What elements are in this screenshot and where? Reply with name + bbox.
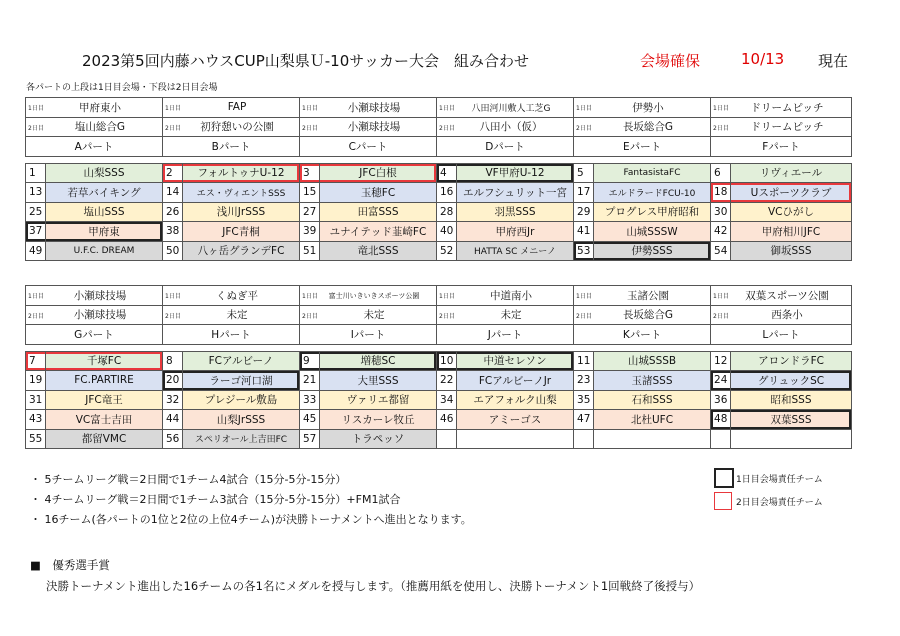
- day-tag: 1日目: [576, 293, 592, 300]
- seed-number: 43: [26, 410, 46, 430]
- team-name: 若草バイキング: [46, 183, 163, 203]
- seed-number: 15: [300, 183, 320, 203]
- team-name: 山梨SSS: [46, 163, 163, 183]
- day-tag: 1日目: [713, 293, 729, 300]
- team-name: JFC白根: [320, 163, 437, 183]
- venue-name: 未定: [363, 309, 385, 322]
- seed-number: [711, 429, 731, 449]
- day-tag: 2日目: [576, 312, 592, 320]
- team-name: JFC竜王: [46, 390, 163, 410]
- venue-cell: [300, 286, 437, 306]
- award-heading: ■ 優秀選手賞: [30, 558, 110, 572]
- team-name: プログレス甲府昭和: [594, 202, 711, 222]
- team-name: 甲府東: [46, 222, 163, 242]
- team-name: 昭和SSS: [731, 390, 852, 410]
- seed-number: 36: [711, 390, 731, 410]
- venue-cell: [26, 98, 163, 118]
- seed-number: 50: [163, 241, 183, 261]
- legend-day1-label: 1日目会場責任チーム: [736, 475, 823, 485]
- team-name: VCひがし: [731, 202, 852, 222]
- day-tag: 2日目: [165, 312, 181, 320]
- part-label: Hパート: [163, 325, 300, 345]
- team-name: リヴィエール: [731, 163, 852, 183]
- venue-cell: [300, 98, 437, 118]
- day-tag: 1日目: [28, 105, 44, 112]
- team-name: フォルトゥナU-12: [183, 163, 300, 183]
- day2-venue-row: [26, 305, 852, 325]
- seed-number: 48: [711, 410, 731, 430]
- as-of-label: 現在: [818, 52, 849, 70]
- seed-number: [437, 429, 457, 449]
- seed-number: 19: [26, 371, 46, 391]
- seed-number: 10: [437, 351, 457, 371]
- seed-number: 53: [574, 241, 594, 261]
- team-name: ヴァリエ都留: [320, 390, 437, 410]
- seed-number: 27: [300, 202, 320, 222]
- seed-number: 16: [437, 183, 457, 203]
- venue-cell: [300, 305, 437, 325]
- venue-cell: [711, 98, 852, 118]
- seed-number: 56: [163, 429, 183, 449]
- seed-number: 12: [711, 351, 731, 371]
- seed-number: 24: [711, 371, 731, 391]
- venue-name: ドリームピッチ: [750, 101, 824, 114]
- seed-number: 28: [437, 202, 457, 222]
- seed-number: [574, 429, 594, 449]
- seed-number: 26: [163, 202, 183, 222]
- seed-number: 21: [300, 371, 320, 391]
- team-name: [594, 429, 711, 449]
- seed-number: 32: [163, 390, 183, 410]
- venue-name: 未定: [500, 309, 522, 322]
- seed-number: 29: [574, 202, 594, 222]
- team-name: 山城SSSB: [594, 351, 711, 371]
- seed-number: 3: [300, 163, 320, 183]
- venue-cell: [574, 286, 711, 306]
- seed-number: 49: [26, 241, 46, 261]
- team-name: エアフォルク山梨: [457, 390, 574, 410]
- team-name: エルドラードFCU-10: [594, 183, 711, 203]
- team-row: [26, 163, 852, 183]
- venue-name: 初狩憩いの公園: [200, 121, 274, 134]
- venue-cell: [26, 305, 163, 325]
- venue-cell: [437, 98, 574, 118]
- team-row: [26, 241, 852, 261]
- team-name: FantasistaFC: [594, 163, 711, 183]
- team-name: ユナイテッド韮崎FC: [320, 222, 437, 242]
- seed-number: 4: [437, 163, 457, 183]
- seed-number: 14: [163, 183, 183, 203]
- team-name: アロンドラFC: [731, 351, 852, 371]
- team-name: リスカーレ牧丘: [320, 410, 437, 430]
- seed-number: 7: [26, 351, 46, 371]
- award-body: 決勝トーナメント進出した16チームの各1名にメダルを授与します。（推薦用紙を使用し、決勝トーナメント1回戦終了後授与）: [46, 579, 701, 593]
- seed-number: 23: [574, 371, 594, 391]
- team-name: U.F.C. DREAM: [46, 241, 163, 261]
- team-name: Uスポーツクラブ: [731, 183, 852, 203]
- team-name: FC.PARTIRE: [46, 371, 163, 391]
- venue-name: 塩山総合G: [74, 121, 126, 134]
- seed-number: 13: [26, 183, 46, 203]
- venue-cell: [437, 286, 574, 306]
- seed-number: 11: [574, 351, 594, 371]
- team-name: 山城SSSW: [594, 222, 711, 242]
- day-tag: 2日目: [302, 124, 318, 132]
- team-name: [457, 429, 574, 449]
- venue-name: 玉諸公園: [627, 289, 670, 302]
- day-tag: 2日目: [713, 312, 729, 320]
- team-name: HATTA SC メニーノ: [457, 241, 574, 261]
- seed-number: 37: [26, 222, 46, 242]
- venue-name: 双葉スポーツ公園: [745, 289, 829, 302]
- part-label: Cパート: [300, 137, 437, 157]
- seed-number: 2: [163, 163, 183, 183]
- part-label: Aパート: [26, 137, 163, 157]
- part-label: Jパート: [437, 325, 574, 345]
- venue-cell: [574, 305, 711, 325]
- group-table-g-l: [25, 285, 852, 449]
- team-name: 中道セレソン: [457, 351, 574, 371]
- part-label: Kパート: [574, 325, 711, 345]
- part-label: Gパート: [26, 325, 163, 345]
- seed-number: 30: [711, 202, 731, 222]
- seed-number: 47: [574, 410, 594, 430]
- venue-name: 伊勢小: [632, 101, 664, 114]
- part-label: Fパート: [711, 137, 852, 157]
- venue-cell: [26, 117, 163, 137]
- seed-number: 8: [163, 351, 183, 371]
- team-row: [26, 202, 852, 222]
- venue-cell: [574, 117, 711, 137]
- venue-cell: [163, 305, 300, 325]
- seed-number: 40: [437, 222, 457, 242]
- part-label-row: [26, 325, 852, 345]
- team-name: ラーゴ河口湖: [183, 371, 300, 391]
- page-header: [0, 50, 900, 70]
- team-name: グリュックSC: [731, 371, 852, 391]
- venue-cell: [300, 117, 437, 137]
- day-tag: 1日目: [713, 105, 729, 112]
- team-name: 千塚FC: [46, 351, 163, 371]
- venue-cell: [711, 305, 852, 325]
- rule-item: ・ 16チーム(各パートの1位と2位の上位4チーム)が決勝トーナメントへ進出となります。: [30, 513, 472, 526]
- seed-number: 18: [711, 183, 731, 203]
- seed-number: 42: [711, 222, 731, 242]
- team-name: VF甲府U-12: [457, 163, 574, 183]
- venue-name: 八田河川敷人工芝G: [471, 103, 551, 114]
- team-name: 北杜UFC: [594, 410, 711, 430]
- team-name: 甲府西Jr: [457, 222, 574, 242]
- team-name: 八ヶ岳グランデFC: [183, 241, 300, 261]
- team-name: 玉諸SSS: [594, 371, 711, 391]
- venue-name: ドリームピッチ: [750, 121, 824, 134]
- venue-name: 富士川いきいきスポーツ公園: [328, 292, 420, 301]
- team-name: 田富SSS: [320, 202, 437, 222]
- venue-name: 中道南小: [490, 289, 533, 302]
- part-label: Eパート: [574, 137, 711, 157]
- team-name: アミーゴス: [457, 410, 574, 430]
- day-tag: 1日目: [302, 105, 318, 112]
- venue-cell: [574, 98, 711, 118]
- venue-name: 長坂総合G: [622, 309, 674, 322]
- team-name: 山梨JrSSS: [183, 410, 300, 430]
- day-tag: 1日目: [165, 105, 181, 112]
- seed-number: 20: [163, 371, 183, 391]
- day-tag: 2日目: [28, 124, 44, 132]
- day-tag: 1日目: [165, 293, 181, 300]
- team-name: [731, 429, 852, 449]
- day-tag: 2日目: [576, 124, 592, 132]
- part-label-row: [26, 137, 852, 157]
- venue-cell: [711, 286, 852, 306]
- day-tag: 2日目: [439, 312, 455, 320]
- venue-cell: [163, 117, 300, 137]
- seed-number: 5: [574, 163, 594, 183]
- day-tag: 1日目: [439, 293, 455, 300]
- team-name: 竜北SSS: [320, 241, 437, 261]
- spacer-row: [26, 344, 852, 351]
- seed-number: 45: [300, 410, 320, 430]
- team-name: 双葉SSS: [731, 410, 852, 430]
- legend-day1-swatch: [714, 468, 734, 488]
- seed-number: 55: [26, 429, 46, 449]
- team-name: エス・ヴィエントSSS: [183, 183, 300, 203]
- rules-list: [30, 470, 472, 530]
- venue-status: 会場確保: [640, 52, 701, 70]
- team-name: 増穂SC: [320, 351, 437, 371]
- seed-number: 41: [574, 222, 594, 242]
- venue-name: 未定: [226, 309, 248, 322]
- venue-cell: [711, 117, 852, 137]
- venue-cell: [437, 117, 574, 137]
- seed-number: 54: [711, 241, 731, 261]
- day-tag: 1日目: [28, 293, 44, 300]
- team-row: [26, 183, 852, 203]
- seed-number: 57: [300, 429, 320, 449]
- team-name: VC富士吉田: [46, 410, 163, 430]
- seed-number: 39: [300, 222, 320, 242]
- team-name: 石和SSS: [594, 390, 711, 410]
- team-name: 御坂SSS: [731, 241, 852, 261]
- spacer: [26, 344, 852, 351]
- day-tag: 1日目: [439, 105, 455, 112]
- team-name: 大里SSS: [320, 371, 437, 391]
- seed-number: 17: [574, 183, 594, 203]
- team-name: FCアルビーノJr: [457, 371, 574, 391]
- seed-number: 35: [574, 390, 594, 410]
- venue-name: 小瀬球技場: [347, 121, 401, 134]
- venue-name: 小瀬球技場: [73, 309, 127, 322]
- team-row: [26, 410, 852, 430]
- seed-number: 9: [300, 351, 320, 371]
- seed-number: 34: [437, 390, 457, 410]
- group-table-a-f: [25, 97, 852, 261]
- seed-number: 52: [437, 241, 457, 261]
- venue-name: 西条小: [771, 309, 803, 322]
- team-name: 玉穂FC: [320, 183, 437, 203]
- venue-name: 小瀬球技場: [347, 101, 401, 114]
- venue-name: くぬぎ平: [216, 289, 258, 302]
- seed-number: 22: [437, 371, 457, 391]
- part-label: Lパート: [711, 325, 852, 345]
- venue-name: 長坂総合G: [622, 121, 674, 134]
- seed-number: 33: [300, 390, 320, 410]
- day1-venue-row: [26, 286, 852, 306]
- venue-cell: [26, 286, 163, 306]
- team-name: スペリオール上吉田FC: [183, 429, 300, 449]
- part-label: Dパート: [437, 137, 574, 157]
- team-name: トラペッソ: [320, 429, 437, 449]
- day1-venue-row: [26, 98, 852, 118]
- part-label: Iパート: [300, 325, 437, 345]
- venue-name: 甲府東小: [79, 101, 121, 114]
- rule-item: ・ 4チームリーグ戦＝2日間で1チーム3試合（15分-5分-15分）+FM1試合: [30, 493, 401, 506]
- team-name: 浅川JrSSS: [183, 202, 300, 222]
- team-name: 伊勢SSS: [594, 241, 711, 261]
- day-tag: 2日目: [713, 124, 729, 132]
- day-tag: 2日目: [439, 124, 455, 132]
- legend-day2-swatch: [714, 492, 732, 510]
- team-row: [26, 222, 852, 242]
- spacer: [26, 156, 852, 163]
- seed-number: 31: [26, 390, 46, 410]
- seed-number: 51: [300, 241, 320, 261]
- venue-name: 小瀬球技場: [73, 289, 127, 302]
- team-name: エルフシュリット一宮: [457, 183, 574, 203]
- seed-number: 38: [163, 222, 183, 242]
- seed-number: 44: [163, 410, 183, 430]
- sub-note: 各パートの上段は1日目会場・下段は2日目会場: [26, 83, 218, 93]
- venue-name: FAP: [227, 101, 247, 114]
- team-row: [26, 351, 852, 371]
- team-row: [26, 371, 852, 391]
- team-name: 塩山SSS: [46, 202, 163, 222]
- venue-name: 八田小（仮）: [479, 121, 543, 134]
- team-name: プレジール敷島: [183, 390, 300, 410]
- team-row: [26, 429, 852, 449]
- part-label: Bパート: [163, 137, 300, 157]
- venue-cell: [163, 286, 300, 306]
- day2-venue-row: [26, 117, 852, 137]
- team-name: FCアルビーノ: [183, 351, 300, 371]
- day-tag: 1日目: [576, 105, 592, 112]
- page-title: 2023第5回内藤ハウスCUP山梨県Ｕ-10サッカー大会 組み合わせ: [82, 52, 529, 70]
- team-name: 羽黒SSS: [457, 202, 574, 222]
- legend-day2-label: 2日目会場責任チーム: [736, 498, 823, 508]
- team-name: JFC青桐: [183, 222, 300, 242]
- team-name: 甲府相川JFC: [731, 222, 852, 242]
- spacer-row: [26, 156, 852, 163]
- venue-cell: [437, 305, 574, 325]
- seed-number: 25: [26, 202, 46, 222]
- status-date: 10/13: [741, 50, 785, 68]
- seed-number: 1: [26, 163, 46, 183]
- seed-number: 6: [711, 163, 731, 183]
- team-row: [26, 390, 852, 410]
- seed-number: 46: [437, 410, 457, 430]
- team-name: 都留VMC: [46, 429, 163, 449]
- day-tag: 1日目: [302, 293, 318, 300]
- day-tag: 2日目: [302, 312, 318, 320]
- day-tag: 2日目: [165, 124, 181, 132]
- day-tag: 2日目: [28, 312, 44, 320]
- rule-item: ・ 5チームリーグ戦＝2日間で1チーム4試合（15分-5分-15分）: [30, 473, 347, 486]
- venue-cell: [163, 98, 300, 118]
